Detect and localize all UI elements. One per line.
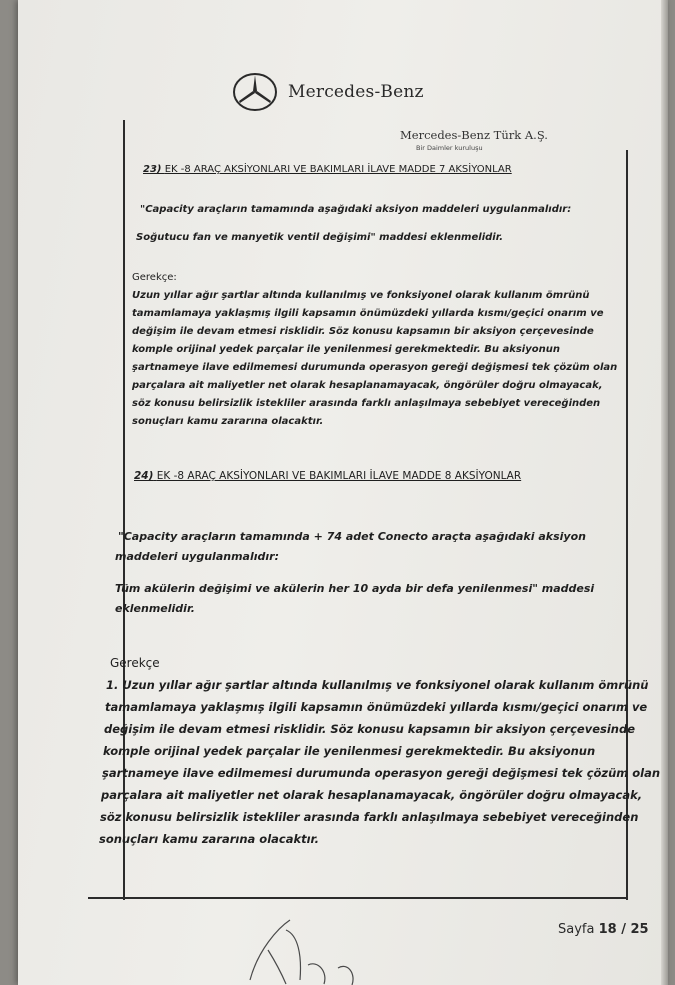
company-subtitle: Bir Daimler kuruluşu xyxy=(416,144,483,152)
section-23-statement-line: Soğutucu fan ve manyetik ventil değişimi" maddesi eklenmelidir. xyxy=(136,232,504,243)
section-23-reason-line: parçalara ait maliyetler net olarak hesaplanamayacak, öngörüler doğru olmayacak, xyxy=(132,380,603,391)
company-name: Mercedes-Benz Türk A.Ş. xyxy=(400,128,548,142)
section-24-title: EK -8 ARAÇ AKSİYONLARI VE BAKIMLARI İLAVE MADDE 8 AKSİYONLAR xyxy=(156,470,522,482)
section-24-reason-line: değişim ile devam etmesi risklidir. Söz konusu kapsamın bir aksiyon çerçevesinde xyxy=(104,722,636,736)
section-24-reason-line: söz konusu belirsizlik istekliler arasında farklı anlaşılmaya sebebiyet vereceğinden xyxy=(100,810,639,824)
section-24-statement-line: maddeleri uygulanmalıdır: xyxy=(115,550,279,563)
section-24-heading xyxy=(134,470,521,482)
section-24-statement-line: "Capacity araçların tamamında + 74 adet Conecto araçta aşağıdaki aksiyon xyxy=(118,530,586,543)
section-23-reason-label: Gerekçe: xyxy=(132,272,177,283)
section-24-reason-line: parçalara ait maliyetler net olarak hesaplanamayacak, öngörüler doğru olmayacak, xyxy=(101,788,643,802)
section-23-title: EK -8 ARAÇ AKSİYONLARI VE BAKIMLARI İLAVE MADDE 7 AKSİYONLAR xyxy=(164,164,512,175)
section-24-number: 24) xyxy=(134,470,154,482)
section-23-reason-line: söz konusu belirsizlik istekliler arasında farklı anlaşılmaya sebebiyet vereceğinden xyxy=(132,398,601,409)
section-24-reason-line: tamamlamaya yaklaşmış ilgili kapsamın önümüzdeki yıllarda kısmı/geçici onarım ve xyxy=(105,700,648,714)
brand-logo xyxy=(232,72,424,112)
document-page xyxy=(18,0,668,985)
section-24-reason-line: 1. Uzun yıllar ağır şartlar altında kullanılmış ve fonksiyonel olarak kullanım ömrünü xyxy=(106,678,649,692)
section-23-reason-line: sonuçları kamu zararına olacaktır. xyxy=(132,416,324,427)
brand-name: Mercedes-Benz xyxy=(288,82,424,102)
section-23-reason-line: Uzun yıllar ağır şartlar altında kullanılmış ve fonksiyonel olarak kullanım ömrünü xyxy=(132,290,590,301)
section-23-heading xyxy=(143,164,512,175)
page-number xyxy=(558,922,649,937)
section-24-reason-line: komple orijinal yedek parçalar ile yenilenmesi gerekmektedir. Bu aksiyonun xyxy=(103,744,596,758)
page-edge xyxy=(661,0,668,985)
section-23-reason-line: komple orijinal yedek parçalar ile yenilenmesi gerekmektedir. Bu aksiyonun xyxy=(132,344,560,355)
page-count: 18 / 25 xyxy=(598,922,649,937)
section-23-statement-line: "Capacity araçların tamamında aşağıdaki aksiyon maddeleri uygulanmalıdır: xyxy=(140,204,572,215)
section-23-reason-line: değişim ile devam etmesi risklidir. Söz konusu kapsamın bir aksiyon çerçevesinde xyxy=(132,326,594,337)
section-24-reason-label: Gerekçe xyxy=(110,656,160,670)
signature-scribble xyxy=(228,910,388,985)
section-23-number: 23) xyxy=(143,164,162,175)
section-24-statement-line: eklenmelidir. xyxy=(115,602,195,615)
section-24-reason-line: şartnameye ilave edilmemesi durumunda operasyon gereği değişmesi tek çözüm olan xyxy=(102,766,661,780)
left-border xyxy=(123,120,125,900)
section-23-reason-line: şartnameye ilave edilmemesi durumunda operasyon gereği değişmesi tek çözüm olan xyxy=(132,362,618,373)
page-label: Sayfa xyxy=(558,922,595,937)
bottom-border xyxy=(88,897,628,899)
section-24-statement-line: Tüm akülerin değişimi ve akülerin her 10 ayda bir defa yenilenmesi" maddesi xyxy=(115,582,595,595)
mercedes-star-icon xyxy=(232,72,278,112)
section-24-reason-line: sonuçları kamu zararına olacaktır. xyxy=(99,832,319,846)
section-23-reason-line: tamamlamaya yaklaşmış ilgili kapsamın önümüzdeki yıllarda kısmı/geçici onarım ve xyxy=(132,308,604,319)
